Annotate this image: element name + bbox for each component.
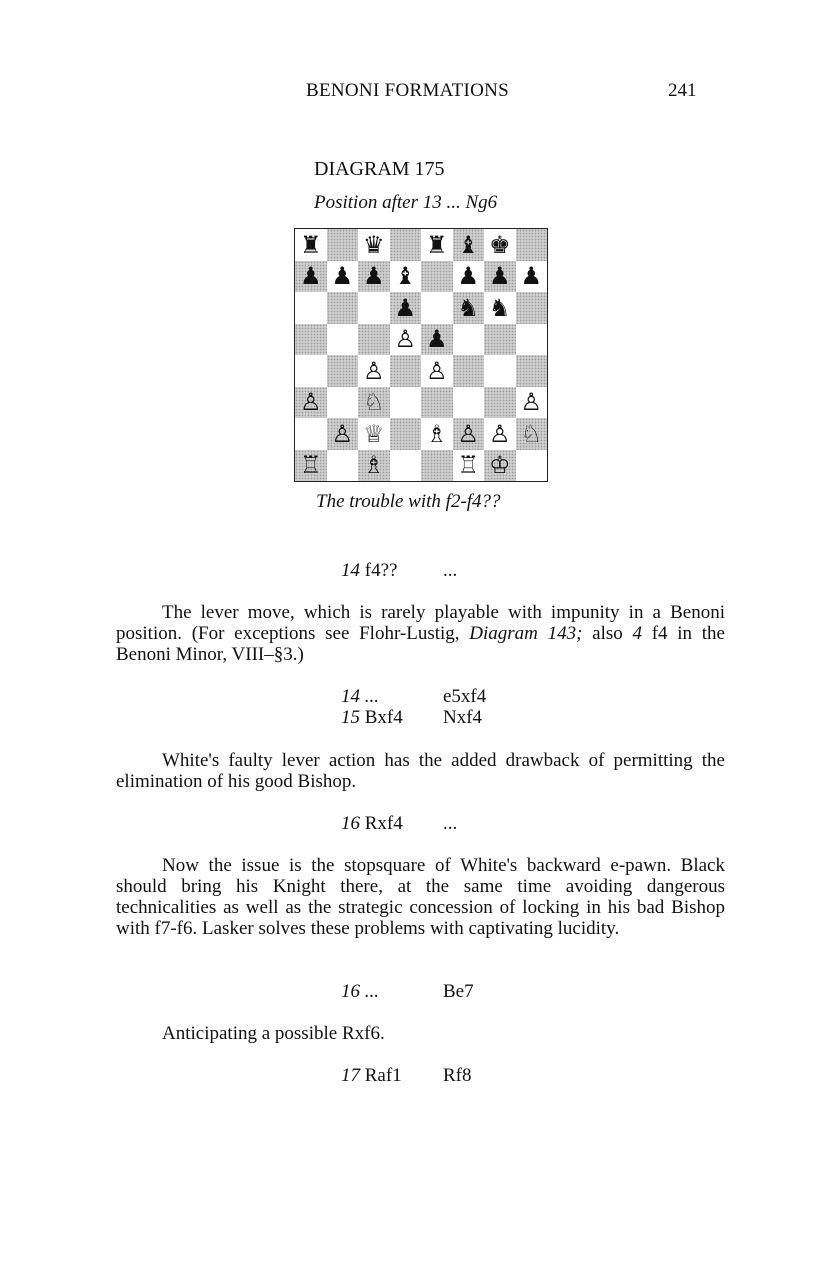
board-square [484, 355, 516, 387]
move-number: 17 [341, 1065, 360, 1086]
board-square [327, 355, 359, 387]
board-square [484, 418, 516, 450]
board-square [516, 324, 548, 356]
board-square [390, 450, 422, 482]
board-square [295, 229, 327, 261]
chess-piece-icon: ♟ [331, 262, 353, 291]
board-square [358, 387, 390, 419]
board-square [295, 355, 327, 387]
white-move: Bxf4 [364, 707, 403, 728]
move-number [341, 686, 379, 708]
board-square [390, 355, 422, 387]
board-square [484, 229, 516, 261]
black-move: Nxf4 [443, 707, 483, 728]
board-square [358, 261, 390, 293]
move-line [341, 813, 403, 835]
board-square [484, 292, 516, 324]
board-square [327, 229, 359, 261]
board-square [453, 450, 485, 482]
paragraph: Anticipating a possible Rxf6. [162, 1023, 385, 1044]
board-square [390, 418, 422, 450]
move-line [341, 560, 397, 582]
black-move: Rf8 [443, 1065, 472, 1086]
paragraph-text: also [582, 623, 633, 644]
chess-board [294, 228, 548, 482]
board-square [421, 261, 453, 293]
chess-piece-icon: ♙ [457, 419, 479, 448]
board-square [390, 324, 422, 356]
diagram-subtitle: Position after 13 ... Ng6 [314, 192, 498, 213]
paragraph-text: f4 in the Benoni Minor, VIII–§3.) [116, 623, 725, 665]
chess-piece-icon: ♘ [520, 419, 542, 448]
chess-piece-icon: ♙ [394, 325, 416, 354]
move-line [341, 707, 403, 729]
move-number: 16 [341, 813, 360, 834]
chess-piece-icon: ♟ [520, 262, 542, 291]
board-square [421, 229, 453, 261]
board-square [516, 292, 548, 324]
chess-piece-icon: ♙ [425, 356, 448, 385]
board-square [484, 387, 516, 419]
board-square [358, 324, 390, 356]
board-square [453, 292, 485, 324]
white-move: Raf1 [364, 1065, 402, 1086]
board-square [421, 418, 453, 450]
board-square [390, 261, 422, 293]
diagram-reference: Diagram 143; [469, 623, 583, 644]
board-square [453, 355, 485, 387]
board-square [390, 229, 422, 261]
board-square [295, 292, 327, 324]
black-move: ... [443, 560, 458, 581]
chess-piece-icon: ♙ [299, 388, 322, 417]
page-number: 241 [668, 80, 697, 101]
board-square [421, 355, 453, 387]
chess-piece-icon: ♟ [457, 262, 479, 291]
black-move: e5xf4 [443, 686, 487, 707]
chess-piece-icon: ♔ [488, 451, 511, 480]
board-square [516, 418, 548, 450]
board-square [453, 387, 485, 419]
chess-piece-icon: ♖ [299, 451, 322, 480]
board-square [295, 261, 327, 293]
white-move: Rxf4 [364, 813, 403, 834]
chess-piece-icon: ♗ [362, 451, 385, 480]
board-square [421, 292, 453, 324]
board-square [327, 387, 359, 419]
move-number: 15 [341, 707, 360, 728]
board-square [516, 229, 548, 261]
board-square [295, 324, 327, 356]
board-square [421, 387, 453, 419]
board-square [327, 418, 359, 450]
board-square [295, 418, 327, 450]
board-square [453, 261, 485, 293]
chess-piece-icon: ♙ [488, 419, 511, 448]
chess-piece-icon: ♟ [425, 325, 448, 354]
board-square [327, 450, 359, 482]
board-square [358, 355, 390, 387]
board-square [390, 387, 422, 419]
board-square [390, 292, 422, 324]
paragraph [116, 602, 725, 665]
board-square [358, 292, 390, 324]
chess-piece-icon: ♗ [425, 419, 448, 448]
chess-piece-icon: ♟ [488, 262, 511, 291]
move-line [341, 1065, 402, 1087]
chess-piece-icon: ♜ [299, 230, 322, 259]
paragraph: White's faulty lever action has the added drawback of permitting the elimination of his good Bishop. [116, 750, 725, 792]
diagram-caption: The trouble with f2-f4?? [316, 491, 501, 512]
board-square [358, 418, 390, 450]
black-move: Be7 [443, 981, 474, 1002]
move-number: 4 [632, 623, 642, 644]
board-square [295, 450, 327, 482]
board-square [327, 261, 359, 293]
move-number-text: 14 ... [341, 686, 379, 707]
chess-piece-icon: ♛ [362, 230, 385, 259]
chess-piece-icon: ♝ [394, 262, 416, 291]
move-number: 14 [341, 560, 360, 581]
board-square [358, 229, 390, 261]
paragraph: Now the issue is the stopsquare of White's backward e-pawn. Black should bring his Knight there, at the same time avoiding dangerous technicalities as well as the strategic concession of locking in his bad Bishop with f7-f6. Lasker solves these problems with captivating lucidity. [116, 855, 725, 939]
chess-piece-icon: ♞ [457, 293, 479, 322]
chess-piece-icon: ♜ [425, 230, 448, 259]
chess-piece-icon: ♕ [362, 419, 385, 448]
chess-piece-icon: ♙ [520, 388, 542, 417]
running-header: BENONI FORMATIONS [306, 80, 510, 101]
chess-piece-icon: ♟ [362, 262, 385, 291]
white-move: f4?? [364, 560, 398, 581]
diagram-title: DIAGRAM 175 [314, 158, 445, 180]
board-square [421, 324, 453, 356]
move-number-text: 16 ... [341, 981, 379, 1002]
board-square [453, 229, 485, 261]
chess-piece-icon: ♞ [488, 293, 511, 322]
board-square [295, 387, 327, 419]
board-square [516, 261, 548, 293]
board-square [453, 324, 485, 356]
chess-piece-icon: ♟ [299, 262, 322, 291]
board-square [516, 450, 548, 482]
board-square [516, 355, 548, 387]
board-square [421, 450, 453, 482]
black-move: ... [443, 813, 458, 834]
board-square [484, 324, 516, 356]
board-square [358, 450, 390, 482]
board-square [327, 324, 359, 356]
board-square [516, 387, 548, 419]
board-square [453, 418, 485, 450]
board-square [327, 292, 359, 324]
chess-piece-icon: ♝ [457, 230, 479, 259]
chess-piece-icon: ♙ [331, 419, 353, 448]
chess-piece-icon: ♙ [362, 356, 385, 385]
board-square [484, 450, 516, 482]
chess-piece-icon: ♟ [394, 293, 416, 322]
chess-piece-icon: ♚ [488, 230, 511, 259]
board-square [484, 261, 516, 293]
paragraph-text: The lever move, which is rarely playable with impunity in a Benoni position. (For exceptions see Flohr-Lustig, [116, 602, 725, 644]
chess-piece-icon: ♘ [362, 388, 385, 417]
chess-piece-icon: ♖ [457, 451, 479, 480]
move-number [341, 981, 379, 1003]
